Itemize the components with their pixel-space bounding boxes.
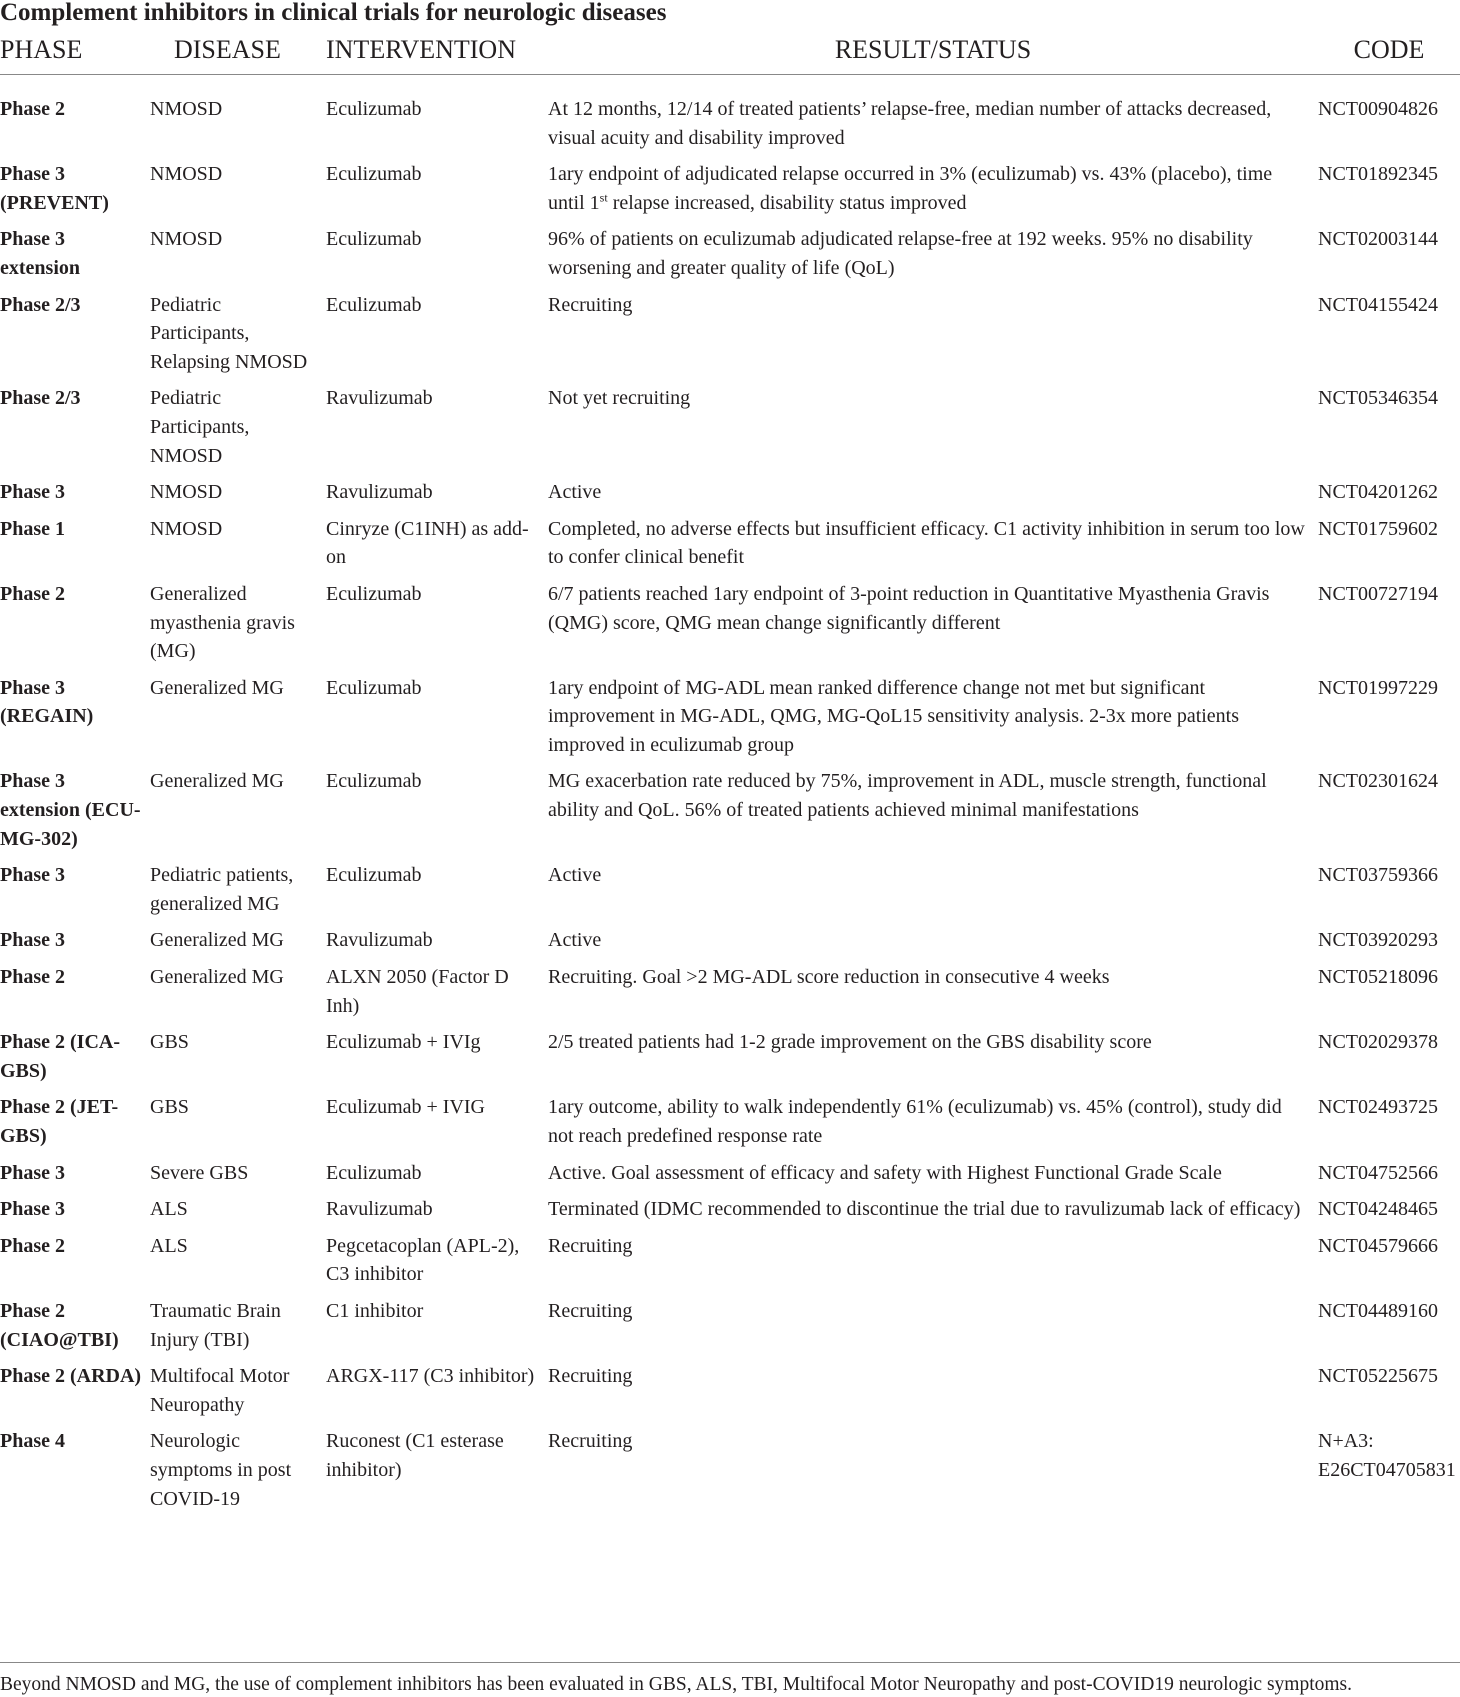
phase-cell: Phase 4 [0, 1430, 65, 1453]
intervention-cell: Eculizumab [326, 163, 422, 186]
result-cell: MG exacerbation rate reduced by 75%, improvement in ADL, muscle strength, functional ability and QoL. 56% of treated patients achieved minimal manifestations [548, 770, 1267, 822]
intervention-cell: Eculizumab [326, 676, 422, 699]
phase-cell: Phase 3 [0, 864, 65, 887]
phase-cell: Phase 3 extension (ECU-MG-302) [0, 770, 141, 850]
code-cell: NCT02493725 [1318, 1096, 1438, 1119]
table-row [0, 381, 1460, 475]
phase-cell: Phase 3 (PREVENT) [0, 163, 109, 214]
result-cell: Active [548, 929, 602, 952]
intervention-cell: Cinryze (C1INH) as add-on [326, 517, 529, 569]
result-cell: 96% of patients on eculizumab adjudicated relapse-free at 192 weeks. 95% no disability worsening and greater quality of life (QoL) [548, 228, 1253, 279]
disease-cell: Generalized MG [150, 676, 284, 699]
intervention-cell: Eculizumab + IVIg [326, 1031, 481, 1054]
table-row [0, 577, 1460, 671]
disease-cell: Generalized myasthenia gravis (MG) [150, 582, 295, 663]
phase-cell: Phase 3 [0, 929, 65, 952]
intervention-cell: Ravulizumab [326, 481, 433, 504]
phase-cell: Phase 2 [0, 966, 65, 989]
disease-cell: ALS [150, 1198, 188, 1221]
table-row [0, 512, 1460, 577]
code-cell: NCT01892345 [1318, 163, 1438, 186]
code-cell: NCT04752566 [1318, 1161, 1438, 1184]
table-row [0, 1424, 1460, 1518]
intervention-cell: Ravulizumab [326, 387, 433, 410]
code-cell: NCT00904826 [1318, 98, 1438, 120]
disease-cell: Traumatic Brain Injury (TBI) [150, 1299, 281, 1351]
phase-cell: Phase 2 [0, 1234, 65, 1257]
table-row [0, 764, 1460, 858]
footnote-divider [0, 1662, 1460, 1663]
intervention-cell: Pegcetacoplan (APL-2), C3 inhibitor [326, 1234, 520, 1286]
result-cell: Not yet recruiting [548, 387, 691, 410]
header-phase: PHASE [0, 26, 150, 75]
code-cell: NCT05225675 [1318, 1365, 1438, 1388]
phase-cell: Phase 2 (ICA-GBS) [0, 1031, 120, 1082]
disease-cell: Pediatric Participants, Relapsing NMOSD [150, 293, 308, 373]
result-cell: Recruiting. Goal >2 MG-ADL score reduction in consecutive 4 weeks [548, 966, 1110, 989]
code-cell: NCT03920293 [1318, 929, 1438, 952]
intervention-cell: Eculizumab [326, 770, 422, 793]
code-cell: NCT02301624 [1318, 770, 1438, 793]
intervention-cell: Eculizumab [326, 293, 422, 316]
disease-cell: ALS [150, 1234, 188, 1257]
table-row [0, 222, 1460, 287]
code-cell: NCT04201262 [1318, 481, 1438, 504]
disease-cell: Severe GBS [150, 1161, 249, 1184]
trials-table [0, 26, 1460, 1518]
table-title: Complement inhibitors in clinical trials for neurologic diseases [0, 0, 667, 26]
disease-cell: NMOSD [150, 163, 223, 186]
intervention-cell: Eculizumab [326, 864, 422, 887]
code-cell: NCT02029378 [1318, 1031, 1438, 1054]
header-intervention: INTERVENTION [326, 26, 548, 75]
table-header-row [0, 26, 1460, 75]
code-cell: NCT02003144 [1318, 228, 1438, 251]
disease-cell: Pediatric patients, generalized MG [150, 864, 294, 915]
code-cell: NCT05218096 [1318, 966, 1438, 989]
intervention-cell: Eculizumab + IVIG [326, 1096, 486, 1119]
result-cell: Recruiting [548, 1234, 633, 1257]
code-cell: NCT03759366 [1318, 864, 1438, 887]
result-cell: Recruiting [548, 1299, 633, 1322]
code-cell: NCT05346354 [1318, 387, 1438, 410]
table-row [0, 1229, 1460, 1294]
result-cell: Active [548, 864, 602, 887]
header-disease: DISEASE [150, 26, 326, 75]
phase-cell: Phase 2/3 [0, 387, 81, 410]
intervention-cell: Ruconest (C1 esterase inhibitor) [326, 1430, 504, 1481]
table-row [0, 1090, 1460, 1155]
intervention-cell: C1 inhibitor [326, 1299, 424, 1322]
phase-cell: Phase 2 (JET-GBS) [0, 1096, 119, 1147]
intervention-cell: Ravulizumab [326, 929, 433, 952]
code-cell: N+A3: E26CT04705831 [1318, 1430, 1456, 1481]
code-cell: NCT04579666 [1318, 1234, 1438, 1257]
code-cell: NCT01997229 [1318, 676, 1438, 699]
disease-cell: NMOSD [150, 517, 223, 540]
disease-cell: GBS [150, 1031, 189, 1054]
intervention-cell: Eculizumab [326, 1161, 422, 1184]
result-cell: Completed, no adverse effects but insufficient efficacy. C1 activity inhibition in serum too low to confer clinical benefit [548, 517, 1305, 569]
phase-cell: Phase 2 (CIAO@TBI) [0, 1299, 119, 1351]
table-footnote: Beyond NMOSD and MG, the use of complement inhibitors has been evaluated in GBS, ALS, TBI, Multifocal Motor Neuropathy and post-COVID19 neurologic symptoms. [0, 1674, 1353, 1695]
phase-cell: Phase 3 [0, 1161, 65, 1184]
table-row [0, 960, 1460, 1025]
table-row [0, 1192, 1460, 1229]
intervention-cell: ALXN 2050 (Factor D Inh) [326, 966, 509, 1017]
code-cell: NCT04489160 [1318, 1299, 1438, 1322]
code-cell: NCT00727194 [1318, 582, 1438, 605]
phase-cell: Phase 3 [0, 481, 65, 504]
disease-cell: Generalized MG [150, 929, 284, 952]
phase-cell: Phase 3 (REGAIN) [0, 676, 94, 728]
disease-cell: Generalized MG [150, 966, 284, 989]
result-cell: Active [548, 481, 602, 504]
disease-cell: NMOSD [150, 98, 223, 120]
table-row [0, 1156, 1460, 1193]
intervention-cell: Ravulizumab [326, 1198, 433, 1221]
result-cell: Recruiting [548, 1430, 633, 1453]
result-cell: Recruiting [548, 293, 633, 316]
result-cell: Active. Goal assessment of efficacy and safety with Highest Functional Grade Scale [548, 1161, 1222, 1184]
result-cell: 1ary outcome, ability to walk independently 61% (eculizumab) vs. 45% (control), study did not reach predefined response rate [548, 1096, 1282, 1147]
phase-cell: Phase 3 [0, 1198, 65, 1221]
code-cell: NCT04155424 [1318, 293, 1438, 316]
disease-cell: Neurologic symptoms in post COVID-19 [150, 1430, 292, 1510]
phase-cell: Phase 1 [0, 517, 65, 540]
table-row [0, 923, 1460, 960]
table-row [0, 671, 1460, 765]
result-superscript: st [599, 190, 608, 205]
table-row [0, 1359, 1460, 1424]
phase-cell: Phase 3 extension [0, 228, 80, 279]
intervention-cell: Eculizumab [326, 98, 422, 120]
result-cell: 2/5 treated patients had 1-2 grade improvement on the GBS disability score [548, 1031, 1152, 1054]
code-cell: NCT01759602 [1318, 517, 1438, 540]
table-row [0, 858, 1460, 923]
result-cell: 1ary endpoint of MG-ADL mean ranked difference change not met but significant improvement in MG-ADL, QMG, MG-QoL15 sensitivity analysis. 2-3x more patients improved in eculizumab group [548, 676, 1240, 756]
table-row [0, 288, 1460, 382]
table-row [0, 475, 1460, 512]
result-cell: 6/7 patients reached 1ary endpoint of 3-point reduction in Quantitative Myasthenia Gravis (QMG) score, QMG mean change significantly different [548, 582, 1270, 634]
intervention-cell: ARGX-117 (C3 inhibitor) [326, 1365, 535, 1388]
disease-cell: Generalized MG [150, 770, 284, 793]
code-cell: NCT04248465 [1318, 1198, 1438, 1221]
result-cell [548, 157, 1318, 222]
intervention-cell: Eculizumab [326, 228, 422, 251]
disease-cell: Pediatric Participants, NMOSD [150, 387, 250, 467]
result-text: 1ary endpoint of adjudicated relapse occurred in 3% (eculizumab) vs. 43% (placebo), time until 1 [548, 163, 1273, 214]
result-cell: Terminated (IDMC recommended to discontinue the trial due to ravulizumab lack of efficacy) [548, 1198, 1301, 1221]
table-row [0, 1294, 1460, 1359]
result-cell: Recruiting [548, 1365, 633, 1388]
phase-cell: Phase 2 (ARDA) [0, 1365, 142, 1388]
phase-cell: Phase 2/3 [0, 293, 81, 316]
result-cell: At 12 months, 12/14 of treated patients’ relapse-free, median number of attacks decreased, visual acuity and disability improved [548, 98, 1272, 149]
header-result-status: RESULT/STATUS [548, 26, 1318, 75]
table-row [0, 157, 1460, 222]
phase-cell: Phase 2 [0, 582, 65, 605]
intervention-cell: Eculizumab [326, 582, 422, 605]
disease-cell: GBS [150, 1096, 189, 1119]
phase-cell: Phase 2 [0, 98, 65, 120]
table-row [0, 1025, 1460, 1090]
disease-cell: Multifocal Motor Neuropathy [150, 1365, 290, 1416]
table-body [0, 75, 1460, 1519]
header-code: CODE [1318, 26, 1460, 75]
result-text-tail: relapse increased, disability status improved [607, 191, 967, 214]
disease-cell: NMOSD [150, 228, 223, 251]
table-row [0, 75, 1460, 158]
disease-cell: NMOSD [150, 481, 223, 504]
